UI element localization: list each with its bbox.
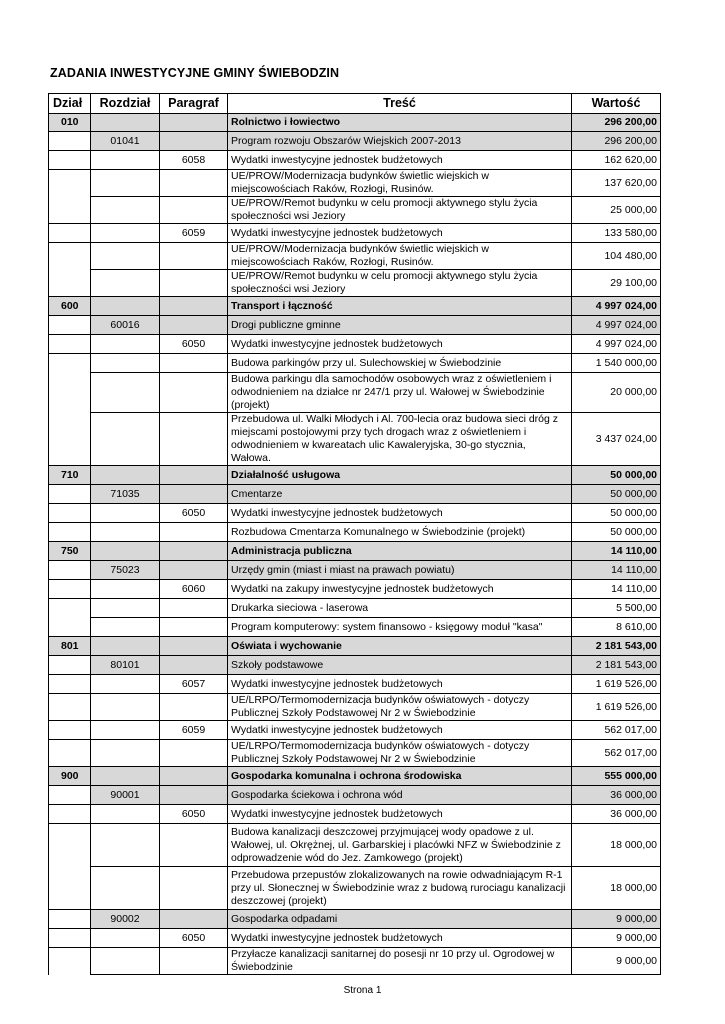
rozdzial-row xyxy=(49,485,661,504)
rozdzial-code: 90002 xyxy=(91,910,160,929)
header-paragraf: Paragraf xyxy=(160,94,228,114)
row-value: 14 110,00 xyxy=(572,542,661,561)
rozdzial-row xyxy=(49,132,661,151)
paragraf-code: 6057 xyxy=(160,675,228,694)
paragraf-code: 6050 xyxy=(160,504,228,523)
row-value: 8 610,00 xyxy=(572,618,661,637)
empty-cell xyxy=(91,805,160,824)
dzial-code: 801 xyxy=(49,637,91,656)
empty-cell xyxy=(49,224,91,243)
row-description: Administracja publiczna xyxy=(228,542,572,561)
empty-cell xyxy=(91,694,160,721)
paragraf-code: 6059 xyxy=(160,721,228,740)
empty-cell xyxy=(91,335,160,354)
empty-cell xyxy=(160,561,228,580)
empty-cell xyxy=(160,114,228,132)
rozdzial-row xyxy=(49,786,661,805)
item-row xyxy=(49,740,661,767)
item-row xyxy=(49,270,661,297)
empty-cell xyxy=(49,485,91,504)
row-description: UE/PROW/Modernizacja budynków świetlic wiejskich w miejscowościach Raków, Rozłogi, Rusinów. xyxy=(228,243,572,270)
empty-cell xyxy=(49,694,91,721)
row-description: Budowa parkingu dla samochodów osobowych wraz z oświetleniem i odwodnieniem na działce nr 247/1 przy ul. Wałowej w Świebodzinie (projekt) xyxy=(228,373,572,413)
empty-cell xyxy=(49,151,91,170)
empty-cell xyxy=(160,132,228,151)
empty-cell xyxy=(49,721,91,740)
row-value: 36 000,00 xyxy=(572,805,661,824)
empty-cell xyxy=(91,767,160,786)
paragraf-code: 6050 xyxy=(160,929,228,948)
empty-cell xyxy=(91,948,160,975)
row-value: 2 181 543,00 xyxy=(572,656,661,675)
row-description: Przebudowa przepustów zlokalizowanych na rowie odwadniającym R-1 przy ul. Słonecznej w Świebodzinie wraz z budową rurociagu kanalizacji deszczowej (projekt) xyxy=(228,867,572,910)
empty-cell xyxy=(160,618,228,637)
paragraf-code: 6058 xyxy=(160,151,228,170)
row-description: Przebudowa ul. Walki Młodych i Al. 700-lecia oraz budowa sieci dróg z miejscami postojowymi przy tych drogach wraz z oświetleniem i odwodnieniem w kwareatach ulic Kawaleryjska, 30-go stycznia, Wałowa. xyxy=(228,413,572,466)
row-description: UE/LRPO/Termomodernizacja budynków oświatowych - dotyczy Publicznej Szkoły Podstawowej Nr 2 w Świebodzinie xyxy=(228,694,572,721)
empty-cell xyxy=(49,824,91,867)
empty-cell xyxy=(91,151,160,170)
dzial-code: 600 xyxy=(49,297,91,316)
investment-table xyxy=(48,93,661,975)
empty-cell xyxy=(49,243,91,270)
empty-cell xyxy=(91,297,160,316)
empty-cell xyxy=(49,599,91,618)
empty-cell xyxy=(160,485,228,504)
row-value: 9 000,00 xyxy=(572,948,661,975)
row-value: 296 200,00 xyxy=(572,114,661,132)
empty-cell xyxy=(160,767,228,786)
empty-cell xyxy=(91,170,160,197)
item-row xyxy=(49,948,661,975)
row-value: 1 619 526,00 xyxy=(572,694,661,721)
empty-cell xyxy=(49,270,91,297)
row-value: 50 000,00 xyxy=(572,466,661,485)
row-description: Wydatki inwestycyjne jednostek budżetowych xyxy=(228,224,572,243)
row-description: UE/PROW/Remot budynku w celu promocji aktywnego stylu życia społeczności wsi Jeziory xyxy=(228,197,572,224)
page-footer: Strona 1 xyxy=(343,985,382,996)
empty-cell xyxy=(160,637,228,656)
dzial-code: 900 xyxy=(49,767,91,786)
empty-cell xyxy=(160,243,228,270)
paragraf-row xyxy=(49,721,661,740)
empty-cell xyxy=(160,542,228,561)
empty-cell xyxy=(160,197,228,224)
empty-cell xyxy=(160,413,228,466)
empty-cell xyxy=(160,523,228,542)
row-description: Oświata i wychowanie xyxy=(228,637,572,656)
empty-cell xyxy=(160,867,228,910)
row-value: 20 000,00 xyxy=(572,373,661,413)
empty-cell xyxy=(49,354,91,373)
row-value: 1 540 000,00 xyxy=(572,354,661,373)
table-header-row xyxy=(49,94,661,114)
row-description: Wydatki inwestycyjne jednostek budżetowych xyxy=(228,335,572,354)
empty-cell xyxy=(91,929,160,948)
row-description: Gospodarka komunalna i ochrona środowiska xyxy=(228,767,572,786)
item-row xyxy=(49,867,661,910)
empty-cell xyxy=(91,413,160,466)
empty-cell xyxy=(49,786,91,805)
empty-cell xyxy=(49,504,91,523)
row-value: 50 000,00 xyxy=(572,504,661,523)
rozdzial-row xyxy=(49,316,661,335)
empty-cell xyxy=(160,316,228,335)
empty-cell xyxy=(160,599,228,618)
empty-cell xyxy=(91,114,160,132)
rozdzial-code: 90001 xyxy=(91,786,160,805)
empty-cell xyxy=(160,170,228,197)
empty-cell xyxy=(49,656,91,675)
row-description: Rozbudowa Cmentarza Komunalnego w Świebodzinie (projekt) xyxy=(228,523,572,542)
row-description: Wydatki inwestycyjne jednostek budżetowych xyxy=(228,151,572,170)
row-value: 133 580,00 xyxy=(572,224,661,243)
empty-cell xyxy=(91,504,160,523)
row-description: Wydatki inwestycyjne jednostek budżetowych xyxy=(228,721,572,740)
row-value: 18 000,00 xyxy=(572,867,661,910)
empty-cell xyxy=(160,354,228,373)
row-value: 50 000,00 xyxy=(572,485,661,504)
row-description: Drukarka sieciowa - laserowa xyxy=(228,599,572,618)
empty-cell xyxy=(49,948,91,975)
rozdzial-row xyxy=(49,910,661,929)
table-body xyxy=(49,114,661,975)
dzial-row xyxy=(49,114,661,132)
item-row xyxy=(49,354,661,373)
empty-cell xyxy=(91,523,160,542)
item-row xyxy=(49,243,661,270)
row-value: 3 437 024,00 xyxy=(572,413,661,466)
empty-cell xyxy=(49,675,91,694)
item-row xyxy=(49,599,661,618)
empty-cell xyxy=(91,740,160,767)
empty-cell xyxy=(91,224,160,243)
empty-cell xyxy=(91,675,160,694)
row-description: Wydatki na zakupy inwestycyjne jednostek budżetowych xyxy=(228,580,572,599)
empty-cell xyxy=(160,948,228,975)
row-description: Działalność usługowa xyxy=(228,466,572,485)
row-value: 562 017,00 xyxy=(572,740,661,767)
rozdzial-code: 01041 xyxy=(91,132,160,151)
row-description: Gospodarka ściekowa i ochrona wód xyxy=(228,786,572,805)
paragraf-code: 6059 xyxy=(160,224,228,243)
empty-cell xyxy=(49,929,91,948)
paragraf-code: 6050 xyxy=(160,805,228,824)
paragraf-row xyxy=(49,580,661,599)
row-description: Wydatki inwestycyjne jednostek budżetowych xyxy=(228,675,572,694)
empty-cell xyxy=(160,694,228,721)
header-tresc: Treść xyxy=(228,94,572,114)
row-description: UE/LRPO/Termomodernizacja budynków oświatowych - dotyczy Publicznej Szkoły Podstawowej Nr 2 w Świebodzinie xyxy=(228,740,572,767)
item-row xyxy=(49,373,661,413)
paragraf-row xyxy=(49,151,661,170)
row-value: 296 200,00 xyxy=(572,132,661,151)
item-row xyxy=(49,170,661,197)
dzial-code: 750 xyxy=(49,542,91,561)
row-value: 162 620,00 xyxy=(572,151,661,170)
row-description: Gospodarka odpadami xyxy=(228,910,572,929)
dzial-code: 010 xyxy=(49,114,91,132)
row-description: Transport i łączność xyxy=(228,297,572,316)
paragraf-row xyxy=(49,929,661,948)
empty-cell xyxy=(160,656,228,675)
empty-cell xyxy=(91,721,160,740)
empty-cell xyxy=(91,599,160,618)
paragraf-row xyxy=(49,335,661,354)
row-value: 4 997 024,00 xyxy=(572,316,661,335)
empty-cell xyxy=(49,740,91,767)
empty-cell xyxy=(91,867,160,910)
empty-cell xyxy=(49,373,91,413)
item-row xyxy=(49,824,661,867)
paragraf-row xyxy=(49,675,661,694)
dzial-row xyxy=(49,637,661,656)
item-row xyxy=(49,197,661,224)
empty-cell xyxy=(91,580,160,599)
empty-cell xyxy=(160,270,228,297)
rozdzial-code: 60016 xyxy=(91,316,160,335)
page-title: ZADANIA INWESTYCYJNE GMINY ŚWIEBODZIN xyxy=(50,66,340,80)
empty-cell xyxy=(91,354,160,373)
row-value: 50 000,00 xyxy=(572,523,661,542)
row-value: 137 620,00 xyxy=(572,170,661,197)
empty-cell xyxy=(91,824,160,867)
row-value: 9 000,00 xyxy=(572,910,661,929)
empty-cell xyxy=(160,297,228,316)
empty-cell xyxy=(160,373,228,413)
row-description: Urzędy gmin (miast i miast na prawach powiatu) xyxy=(228,561,572,580)
row-description: Program rozwoju Obszarów Wiejskich 2007-2013 xyxy=(228,132,572,151)
row-description: Budowa parkingów przy ul. Sulechowskiej w Świebodzinie xyxy=(228,354,572,373)
dzial-row xyxy=(49,542,661,561)
empty-cell xyxy=(49,523,91,542)
row-value: 5 500,00 xyxy=(572,599,661,618)
item-row xyxy=(49,413,661,466)
item-row xyxy=(49,618,661,637)
row-description: Szkoły podstawowe xyxy=(228,656,572,675)
empty-cell xyxy=(49,618,91,637)
empty-cell xyxy=(91,243,160,270)
empty-cell xyxy=(49,197,91,224)
empty-cell xyxy=(49,561,91,580)
empty-cell xyxy=(49,413,91,466)
row-value: 1 619 526,00 xyxy=(572,675,661,694)
paragraf-code: 6050 xyxy=(160,335,228,354)
row-description: Drogi publiczne gminne xyxy=(228,316,572,335)
row-value: 562 017,00 xyxy=(572,721,661,740)
header-dzial: Dział xyxy=(49,94,91,114)
empty-cell xyxy=(91,373,160,413)
paragraf-row xyxy=(49,224,661,243)
empty-cell xyxy=(49,580,91,599)
row-value: 555 000,00 xyxy=(572,767,661,786)
dzial-code: 710 xyxy=(49,466,91,485)
row-value: 36 000,00 xyxy=(572,786,661,805)
row-value: 2 181 543,00 xyxy=(572,637,661,656)
empty-cell xyxy=(49,132,91,151)
item-row xyxy=(49,694,661,721)
empty-cell xyxy=(91,637,160,656)
row-description: Budowa kanalizacji deszczowej przyjmującej wody opadowe z ul. Wałowej, ul. Okrężnej, ul. Garbarskiej i placówki NFZ w Świebodzinie z odprowadzenie wód do Jez. Zamkowego (projekt) xyxy=(228,824,572,867)
header-wartosc: Wartość xyxy=(572,94,661,114)
empty-cell xyxy=(91,618,160,637)
empty-cell xyxy=(49,170,91,197)
rozdzial-code: 80101 xyxy=(91,656,160,675)
dzial-row xyxy=(49,466,661,485)
row-description: Wydatki inwestycyjne jednostek budżetowych xyxy=(228,504,572,523)
rozdzial-code: 71035 xyxy=(91,485,160,504)
dzial-row xyxy=(49,297,661,316)
rozdzial-row xyxy=(49,561,661,580)
row-value: 104 480,00 xyxy=(572,243,661,270)
empty-cell xyxy=(91,197,160,224)
empty-cell xyxy=(91,270,160,297)
row-value: 14 110,00 xyxy=(572,580,661,599)
row-value: 29 100,00 xyxy=(572,270,661,297)
empty-cell xyxy=(91,466,160,485)
row-description: UE/PROW/Modernizacja budynków świetlic wiejskich w miejscowościach Raków, Rozłogi, Rusinów. xyxy=(228,170,572,197)
empty-cell xyxy=(49,867,91,910)
empty-cell xyxy=(160,910,228,929)
header-rozdzial: Rozdział xyxy=(91,94,160,114)
row-value: 4 997 024,00 xyxy=(572,297,661,316)
paragraf-code: 6060 xyxy=(160,580,228,599)
paragraf-row xyxy=(49,805,661,824)
empty-cell xyxy=(160,740,228,767)
row-value: 18 000,00 xyxy=(572,824,661,867)
empty-cell xyxy=(49,335,91,354)
empty-cell xyxy=(49,910,91,929)
dzial-row xyxy=(49,767,661,786)
row-value: 9 000,00 xyxy=(572,929,661,948)
empty-cell xyxy=(49,805,91,824)
row-description: Wydatki inwestycyjne jednostek budżetowych xyxy=(228,929,572,948)
row-description: Przyłacze kanalizacji sanitarnej do posesji nr 10 przy ul. Ogrodowej w Świebodzinie xyxy=(228,948,572,975)
item-row xyxy=(49,523,661,542)
row-description: Program komputerowy: system finansowo - księgowy moduł "kasa" xyxy=(228,618,572,637)
rozdzial-row xyxy=(49,656,661,675)
empty-cell xyxy=(49,316,91,335)
empty-cell xyxy=(91,542,160,561)
row-value: 25 000,00 xyxy=(572,197,661,224)
empty-cell xyxy=(160,466,228,485)
row-description: Cmentarze xyxy=(228,485,572,504)
empty-cell xyxy=(160,786,228,805)
row-description: Rolnictwo i łowiectwo xyxy=(228,114,572,132)
row-value: 4 997 024,00 xyxy=(572,335,661,354)
row-description: UE/PROW/Remot budynku w celu promocji aktywnego stylu życia społeczności wsi Jeziory xyxy=(228,270,572,297)
empty-cell xyxy=(160,824,228,867)
paragraf-row xyxy=(49,504,661,523)
row-value: 14 110,00 xyxy=(572,561,661,580)
row-description: Wydatki inwestycyjne jednostek budżetowych xyxy=(228,805,572,824)
rozdzial-code: 75023 xyxy=(91,561,160,580)
